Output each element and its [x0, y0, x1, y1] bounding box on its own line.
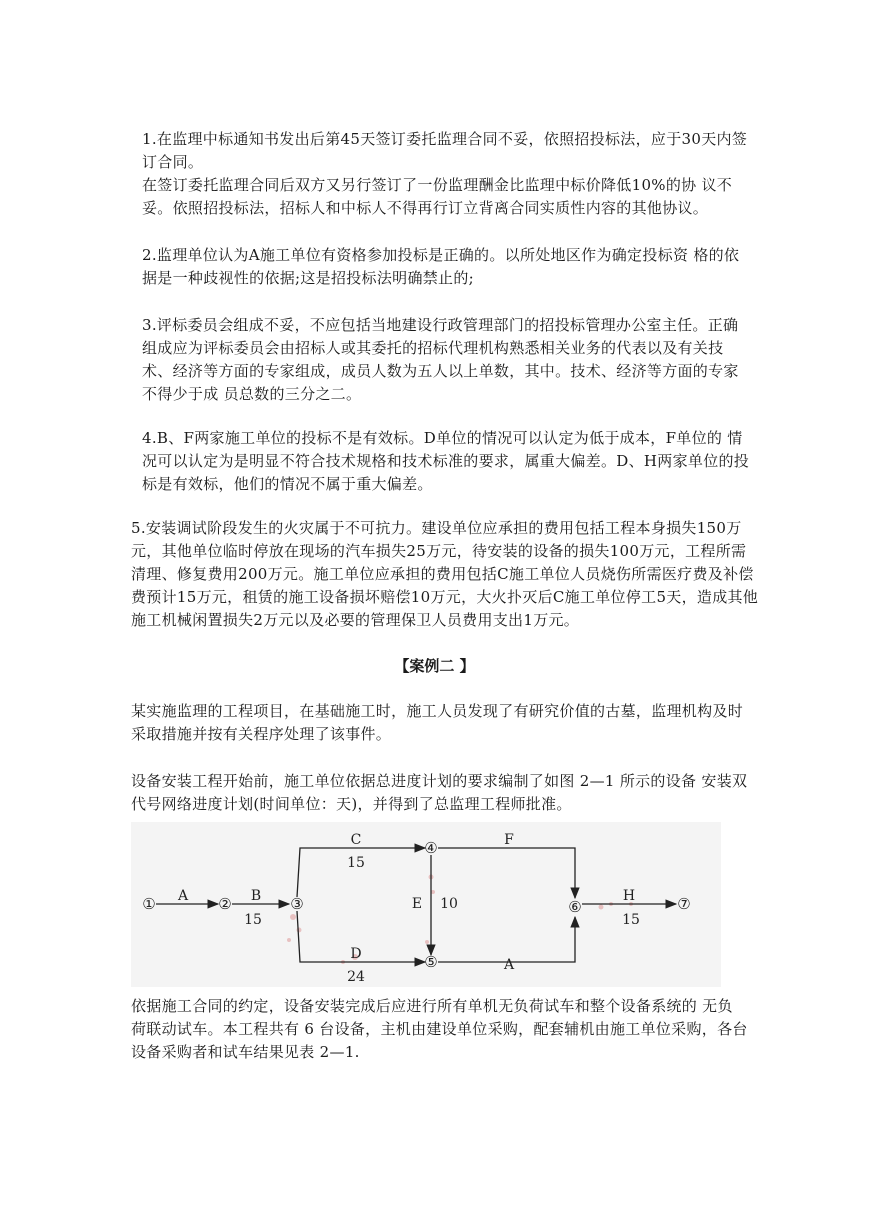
- answer-2: [142, 244, 739, 290]
- text-line: 施工机械闲置损失2万元以及必要的管理保卫人员费用支出1万元。: [131, 611, 580, 629]
- node-7: ⑦: [677, 895, 691, 913]
- network-diagram: [131, 822, 721, 987]
- activity-b-duration: 15: [244, 912, 262, 928]
- answer-1: [142, 128, 747, 220]
- node-3: ③: [290, 895, 304, 913]
- text-line: 清理、修复费用200万元。施工单位应承担的费用包括C施工单位人员烧伤所需医疗费及补偿: [131, 565, 754, 583]
- case-paragraph-3: [131, 995, 748, 1064]
- text-line: 代号网络进度计划(时间单位：天)，并得到了总监理工程师批准。: [131, 795, 572, 813]
- text-line: 术、经济等方面的专家组成，成员人数为五人以上单数，其中。技术、经济等方面的专家: [142, 362, 739, 380]
- activity-a-label: A: [177, 888, 189, 904]
- activity-b-label: B: [250, 888, 262, 904]
- activity-a2-label: A: [503, 957, 515, 973]
- answer-5: [131, 517, 758, 632]
- activity-c-label: C: [350, 832, 362, 848]
- text-line: 据是一种歧视性的依据;这是招投标法明确禁止的;: [142, 269, 475, 287]
- text-line: 组成应为评标委员会由招标人或其委托的招标代理机构熟悉相关业务的代表以及有关技: [142, 339, 724, 357]
- text-line: 荷联动试车。本工程共有 6 台设备，主机由建设单位采购，配套辅机由施工单位采购，各台: [131, 1020, 748, 1038]
- text-line: 某实施监理的工程项目，在基础施工时，施工人员发现了有研究价值的古墓，监理机构及时: [131, 702, 744, 720]
- answer-4: [142, 427, 749, 496]
- text-line: 费预计15万元，租赁的施工设备损坏赔偿10万元，大火扑灭后C施工单位停工5天，造成其他: [131, 588, 759, 606]
- text-line: 况可以认定为是明显不符合技术规格和技术标准的要求，属重大偏差。D、H两家单位的投: [142, 452, 750, 470]
- node-1: ①: [142, 895, 156, 913]
- activity-d-duration: 24: [347, 969, 365, 985]
- text-line: 1.在监理中标通知书发出后第45天签订委托监理合同不妥，依照招投标法，应于30天内签: [142, 130, 748, 148]
- case-paragraph-1: [131, 700, 743, 746]
- text-line: 4.B、F两家施工单位的投标不是有效标。D单位的情况可以认定为低于成本，F单位的 情: [142, 429, 743, 447]
- text-line: 不得少于成 员总数的三分之二。: [142, 385, 362, 403]
- node-5: ⑤: [424, 953, 438, 971]
- text-line: 元，其他单位临时停放在现场的汽车损失25万元，待安装的设备的损失100万元，工程所需: [131, 542, 747, 560]
- activity-c-duration: 15: [347, 855, 365, 871]
- activity-f-label: F: [504, 832, 514, 848]
- case-paragraph-2: [131, 770, 747, 816]
- activity-d-label: D: [350, 946, 362, 962]
- activity-e-duration: 10: [440, 896, 458, 912]
- text-line: 采取措施并按有关程序处理了该事件。: [131, 725, 392, 743]
- text-line: 在签订委托监理合同后双方又另行签订了一份监理酬金比监理中标价降低10%的协 议不: [142, 176, 733, 194]
- text-line: 依据施工合同的约定，设备安装完成后应进行所有单机无负荷试车和整个设备系统的 无负: [131, 997, 733, 1015]
- node-4: ④: [424, 839, 438, 857]
- activity-h-duration: 15: [622, 912, 640, 928]
- text-line: 2.监理单位认为A施工单位有资格参加投标是正确的。以所处地区作为确定投标资 格的依: [142, 246, 740, 264]
- activity-h-label: H: [622, 888, 636, 904]
- text-line: 3.评标委员会组成不妥，不应包括当地建设行政管理部门的招投标管理办公室主任。正确: [142, 316, 739, 334]
- case-heading: 【案例二 】: [394, 657, 475, 675]
- activity-e-label: E: [411, 896, 423, 912]
- node-2: ②: [218, 895, 232, 913]
- text-line: 5.安装调试阶段发生的火灾属于不可抗力。建设单位应承担的费用包括工程本身损失150万: [131, 519, 742, 537]
- text-line: 设备采购者和试车结果见表 2—1.: [131, 1043, 360, 1061]
- node-6: ⑥: [568, 898, 582, 916]
- text-line: 设备安装工程开始前，施工单位依据总进度计划的要求编制了如图 2—1 所示的设备 安装双: [131, 772, 748, 790]
- answer-3: [142, 314, 739, 406]
- text-line: 订合同。: [142, 153, 204, 171]
- text-line: 妥。依照招投标法，招标人和中标人不得再行订立背离合同实质性内容的其他协议。: [142, 199, 709, 217]
- text-line: 标是有效标，他们的情况不属于重大偏差。: [142, 475, 433, 493]
